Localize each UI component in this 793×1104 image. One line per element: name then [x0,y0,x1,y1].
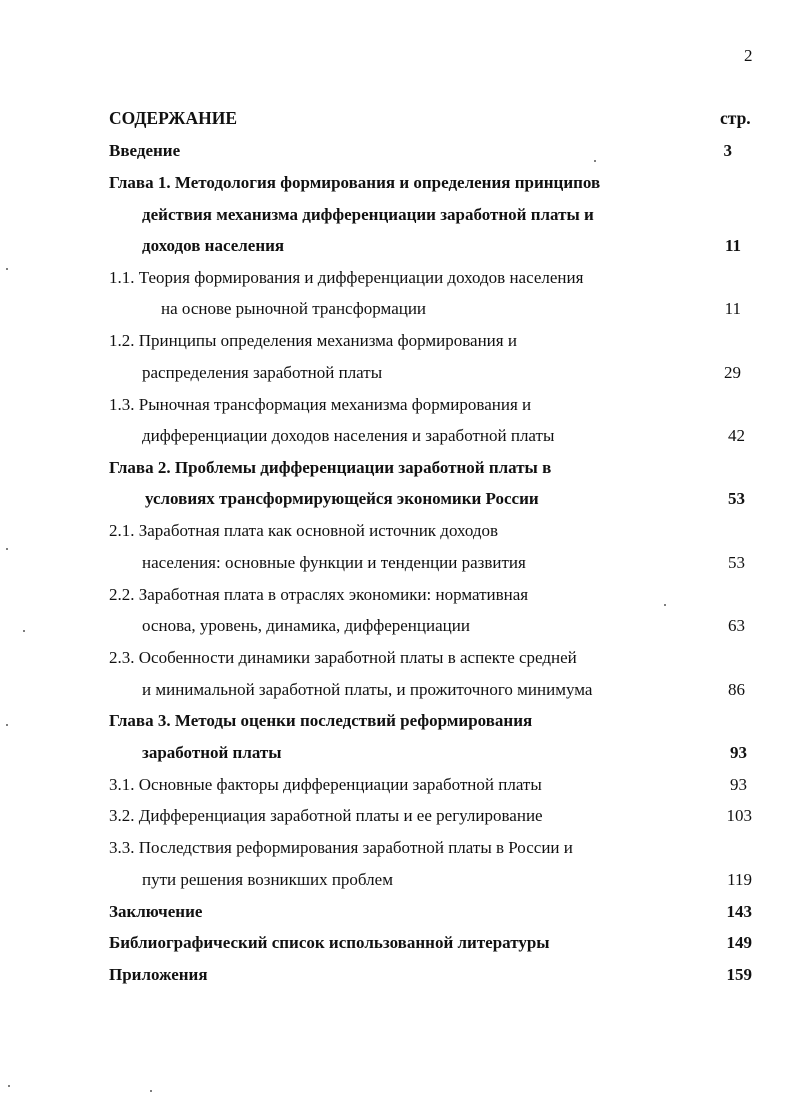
scan-speck [6,548,8,550]
toc-page-section-3-2: 103 [726,806,752,825]
toc-entry-section-1-3-line-2: дифференциации доходов населения и заработной платы [142,426,555,445]
toc-entry-section-2-2-line-2: основа, уровень, динамика, дифференциации [142,616,470,635]
toc-entry-section-2-1: 2.1. Заработная плата как основной источник доходов [109,521,499,540]
toc-entry-section-3-3: 3.3. Последствия реформирования заработной платы в России и [109,838,573,857]
scan-speck [23,630,25,632]
toc-entry-chapter-3-line-2: заработной платы [142,743,282,762]
toc-page-chapter-1: 11 [724,236,741,255]
toc-page-introduction: 3 [723,141,732,160]
toc-entry-bibliography: Библиографический список использованной литературы [109,933,550,952]
toc-entry-chapter-2-line-2: условиях трансформирующейся экономики России [145,489,539,508]
toc-page-section-2-2: 63 [728,616,745,635]
toc-page-chapter-2: 53 [728,489,745,508]
toc-entry-chapter-1-line-2: действия механизма дифференциации заработной платы и [142,205,594,224]
toc-entry-section-2-3-line-2: и минимальной заработной платы, и прожиточного минимума [142,680,593,699]
scan-speck [664,604,666,606]
toc-entry-chapter-1: Глава 1. Методология формирования и определения принципов [109,173,601,192]
toc-page-section-3-1: 93 [730,775,747,794]
toc-page-conclusion: 143 [726,902,752,921]
scan-speck [594,160,596,162]
toc-entry-conclusion: Заключение [109,902,203,921]
toc-page-section-2-1: 53 [728,553,745,572]
toc-entry-section-1-2-line-2: распределения заработной платы [142,363,383,382]
toc-page-section-1-3: 42 [728,426,745,445]
scan-speck [150,1090,152,1092]
toc-entry-section-1-1-line-2: на основе рыночной трансформации [161,299,427,318]
page-number: 2 [744,46,753,65]
toc-entry-section-3-1: 3.1. Основные факторы дифференциации заработной платы [109,775,542,794]
toc-page-section-2-3: 86 [728,680,745,699]
scan-speck [6,268,8,270]
toc-page-section-1-2: 29 [724,363,741,382]
toc-page-section-1-1: 11 [724,299,741,318]
toc-entry-section-2-3: 2.3. Особенности динамики заработной платы в аспекте средней [109,648,577,667]
toc-entry-section-2-1-line-2: населения: основные функции и тенденции развития [142,553,526,572]
toc-page-bibliography: 149 [726,933,752,952]
toc-entry-chapter-1-line-3: доходов населения [142,236,285,255]
toc-entry-section-1-3: 1.3. Рыночная трансформация механизма формирования и [109,395,532,414]
scan-speck [6,724,8,726]
toc-entry-section-3-2: 3.2. Дифференциация заработной платы и ее регулирование [109,806,543,825]
toc-entry-chapter-2: Глава 2. Проблемы дифференциации заработной платы в [109,458,552,477]
toc-entry-appendices: Приложения [109,965,208,984]
toc-entry-section-2-2: 2.2. Заработная плата в отраслях экономики: нормативная [109,585,529,604]
scan-speck [8,1085,10,1087]
toc-page-chapter-3: 93 [730,743,747,762]
toc-entry-introduction: Введение [109,141,181,160]
toc-title: СОДЕРЖАНИЕ [109,108,238,128]
page-column-label: стр. [720,108,751,128]
toc-page-section-3-3: 119 [727,870,752,889]
toc-entry-chapter-3: Глава 3. Методы оценки последствий реформирования [109,711,533,730]
toc-page-appendices: 159 [726,965,752,984]
toc-entry-section-1-2: 1.2. Принципы определения механизма формирования и [109,331,517,350]
toc-entry-section-1-1: 1.1. Теория формирования и дифференциации доходов населения [109,268,584,287]
toc-entry-section-3-3-line-2: пути решения возникших проблем [142,870,393,889]
